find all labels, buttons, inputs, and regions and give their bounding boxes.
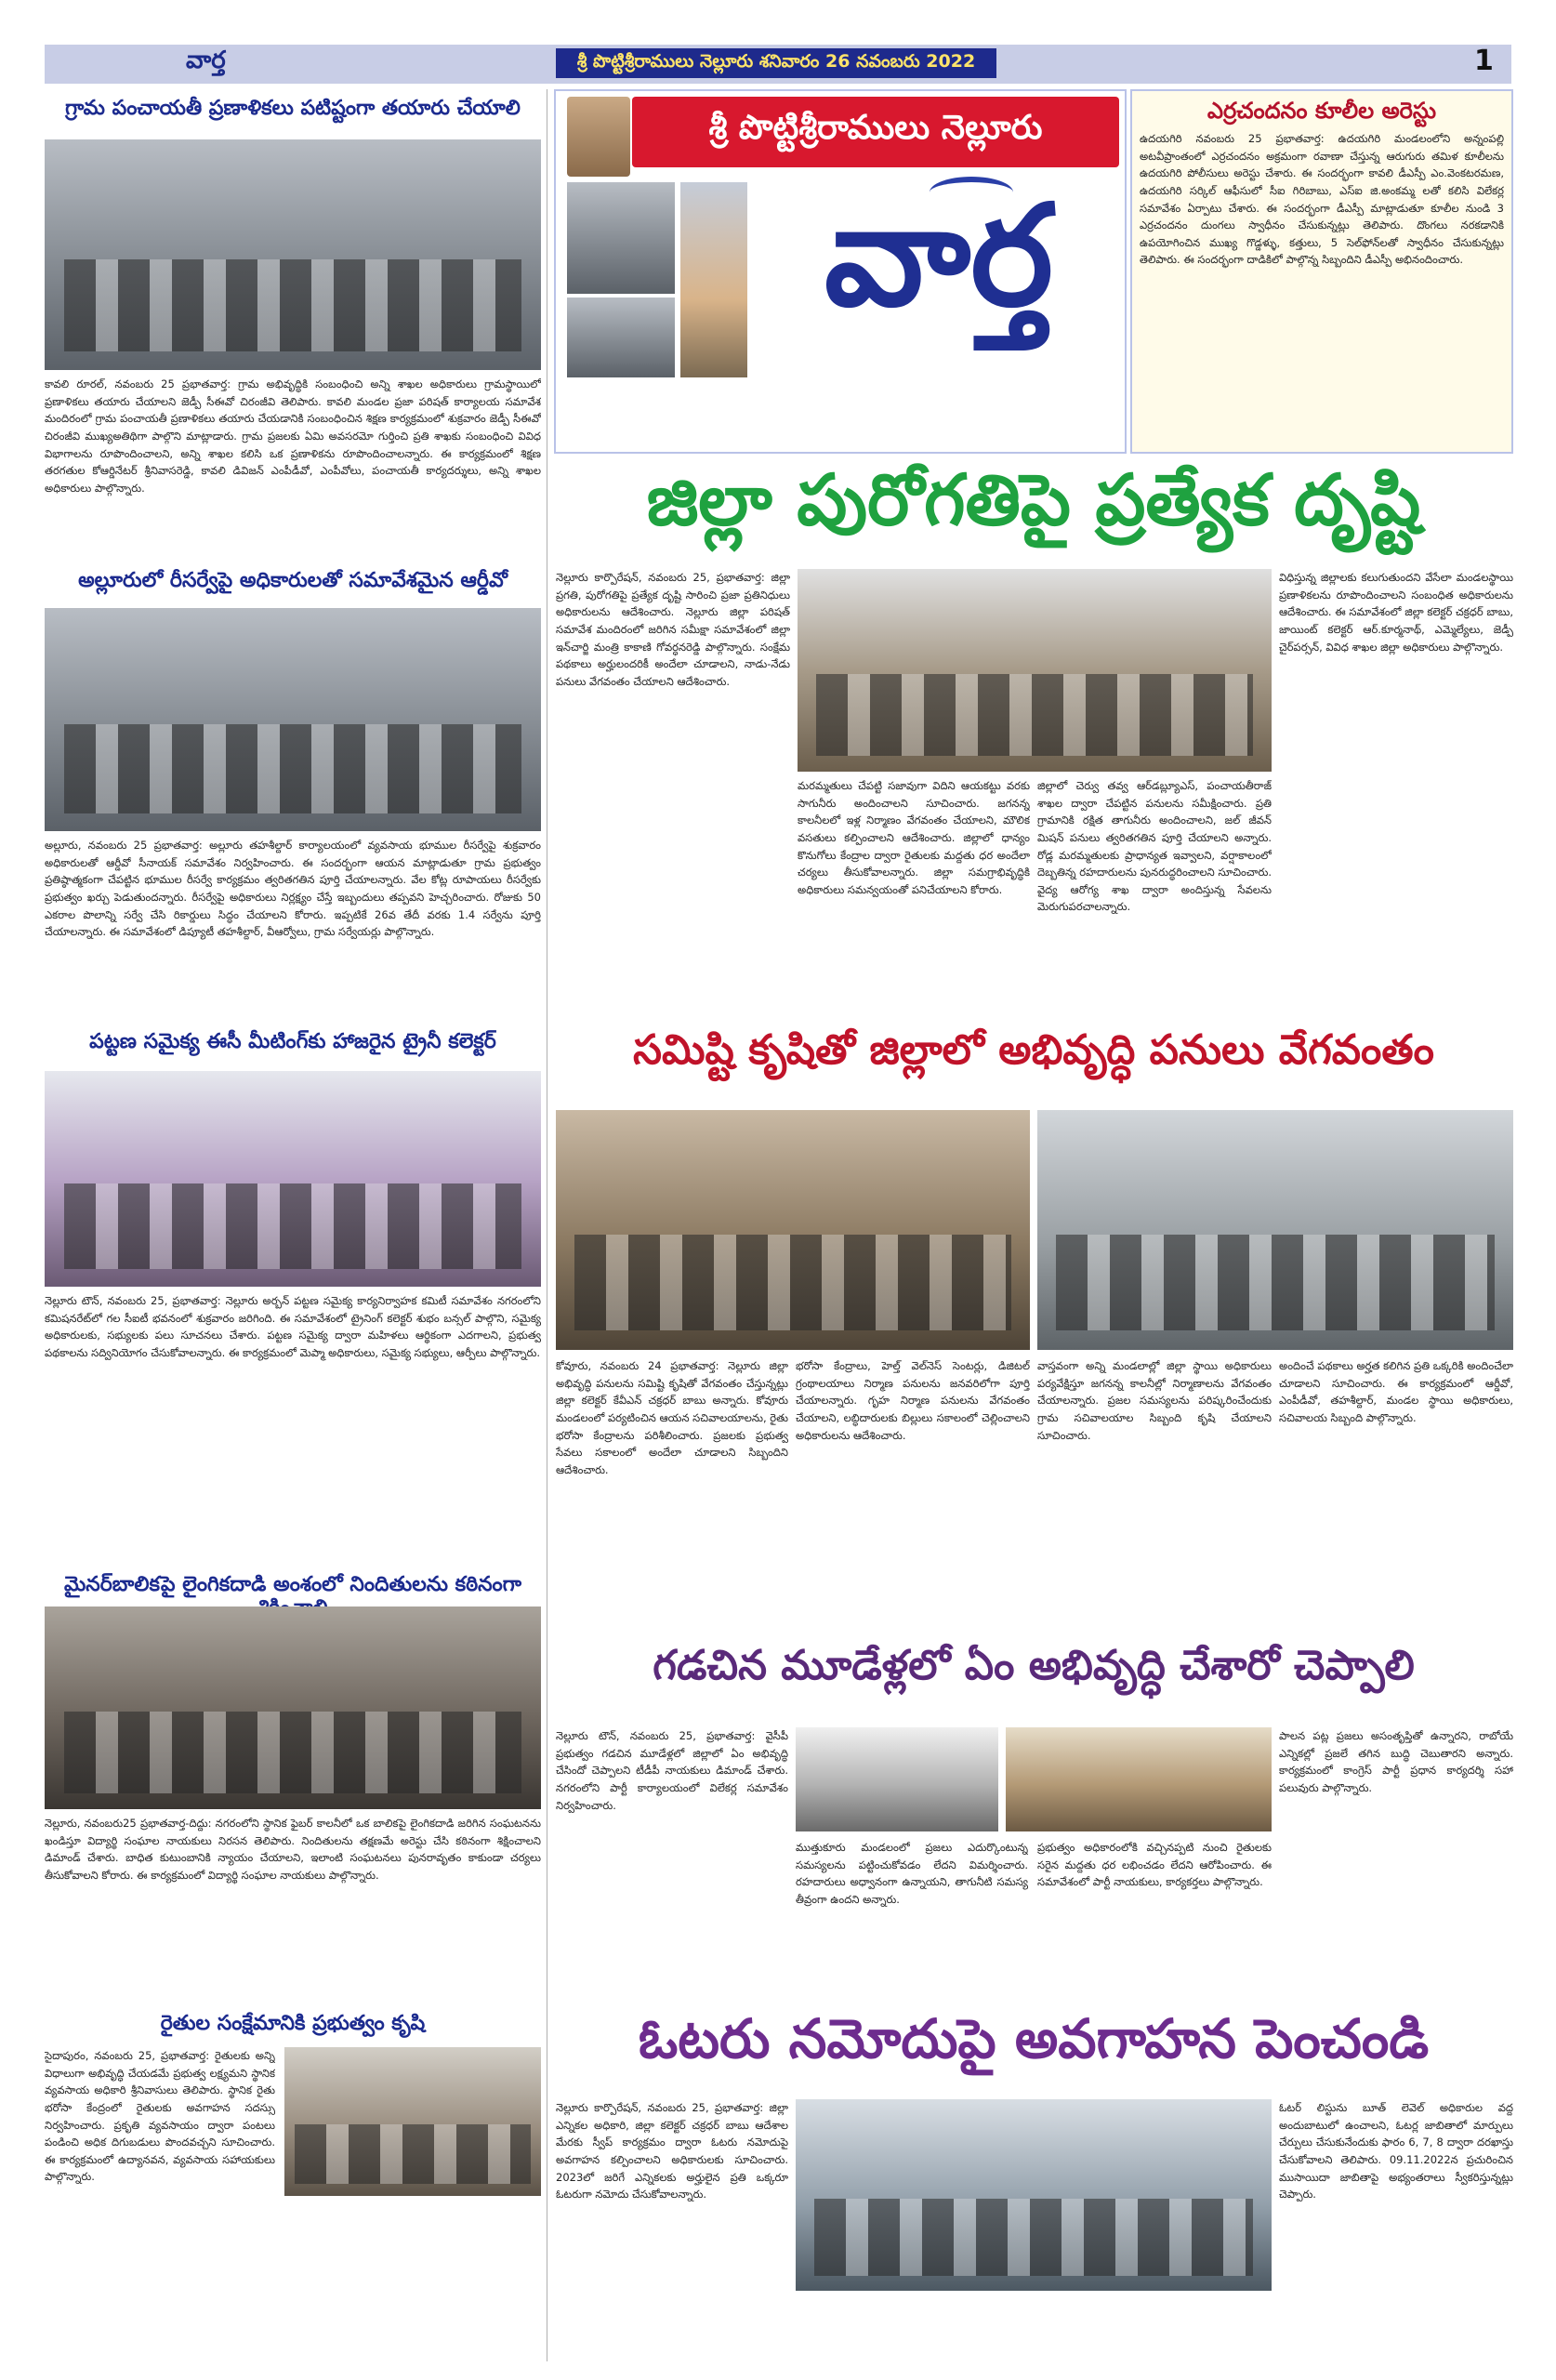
page-number: 1: [1474, 45, 1494, 77]
story3-photo-1: [796, 1727, 998, 1831]
story2-body-col-4: అందించే పథకాలు అర్హత కలిగిన ప్రతి ఒక్కరికి అందించేలా చూడాలని సూచించారు. ఈ కార్యక్రమంలో ఆర్డీవో, ఎంపీడీవో, తహశీల్దార్, మండల స్థాయి అధికారులు, సచివాలయ సిబ్బంది పాల్గొన్నారు.: [1279, 1359, 1513, 1424]
bridge-photo: [567, 182, 675, 294]
port-photo: [567, 298, 675, 377]
main-photo: [798, 569, 1272, 772]
masthead-title: వార్త: [824, 174, 1054, 337]
left-story-2-headline: అల్లూరులో రీసర్వేపై అధికారులతో సమావేశమైన ఆర్డీవో: [78, 569, 508, 592]
left-story-4-body: నెల్లూరు, నవంబరు25 ప్రభాతవార్త-దిద్దు: నగరంలోని స్థానిక ఫైబర్ కాలనీలో ఒక బాలికపై లైంగికదాడి జరిగిన సంఘటనను ఖండిస్తూ విద్యార్థి సంఘాల నాయకులు నిరసన తెలిపారు. నిందితులను తక్షణమే అరెస్టు చేసి కఠినంగా శిక్షించాలని డిమాండ్ చేశారు. బాధిత కుటుంబానికి న్యాయం చేయాలని, ఇలాంటి సంఘటనలు పునరావృతం కాకుండా చర్యలు తీసుకోవాలని కోరారు. ఈ కార్యక్రమంలో విద్యార్థి సంఘాల నాయకులు పాల్గొన్నారు.: [45, 1817, 541, 1882]
story2-photo-2: [1037, 1110, 1513, 1350]
left-story-4-headline: మైనర్‌బాలికపై లైంగికదాడి అంశంలో నిందితులను కఠినంగా: [64, 1573, 521, 1596]
left-story-5-headline: రైతుల సంక్షేమానికి ప్రభుత్వం కృషి: [160, 2012, 426, 2035]
story3-body-col-2: ముత్తుకూరు మండలంలో ప్రజలు ఎదుర్కొంటున్న సమస్యలను పట్టించుకోవడం లేదని విమర్శించారు. రహదారులు అధ్వానంగా ఉన్నాయని, తాగునీటి సమస్య తీవ్రంగా ఉందని అన్నారు.: [796, 1841, 1028, 1906]
story3-headline: గడచిన మూడేళ్లలో ఏం అభివృద్ధి చేశారో చెప్పాలి: [653, 1642, 1415, 1689]
founder-portrait: [567, 97, 630, 177]
left-story-3-photo: [45, 1071, 541, 1287]
story2-body-col-2: భరోసా కేంద్రాలు, హెల్త్ వెల్‌నెస్ సెంటర్లు, డిజిటల్ గ్రంథాలయాలు నిర్మాణ పనులను జనవరిలోగా పూర్తి చేయాలన్నారు. గృహ నిర్మాణ పనులను వేగవంతం చేయాలని, లబ్ధిదారులకు బిల్లులు సకాలంలో చెల్లించాలని అధికారులను ఆదేశించారు.: [796, 1359, 1030, 1442]
story2-body-col-1: కోవూరు, నవంబరు 24 ప్రభాతవార్త: నెల్లూరు జిల్లా అభివృద్ధి పనులను సమిష్టి కృషితో వేగవంతం చేస్తున్నట్లు జిల్లా కలెక్టర్ కేవీఎన్ చక్రధర్ బాబు అన్నారు. కోవూరు మండలంలో పర్యటించిన ఆయన సచివాలయాలను, రైతు భరోసా కేంద్రాలను పరిశీలించారు. ప్రజలకు ప్రభుత్వ సేవలు సకాలంలో అందేలా చూడాలని సిబ్బందిని ఆదేశించారు.: [556, 1359, 788, 1476]
story4-photo: [796, 2099, 1272, 2291]
left-story-1-photo: [45, 139, 541, 370]
left-story-2-photo: [45, 608, 541, 831]
story3-photo-2: [1006, 1727, 1272, 1831]
left-story-3-headline: పట్టణ సమైక్య ఈసీ మీటింగ్‌కు హాజరైన ట్రైనీ కలెక్టర్: [89, 1030, 496, 1053]
left-story-2-body: అల్లూరు, నవంబరు 25 ప్రభాతవార్త: అల్లూరు తహశీల్దార్ కార్యాలయంలో వ్యవసాయ భూముల రీసర్వేపై శుక్రవారం అధికారులతో ఆర్డీవో సీనాయక్ సమావేశం నిర్వహించారు. ఈ సందర్భంగా ఆయన మాట్లాడుతూ గ్రామ ప్రభుత్వం ప్రతిష్ఠాత్మకంగా చేపట్టిన భూముల రీసర్వే కార్యక్రమం త్వరితగతిన పూర్తి చేయాలన్నారు. వేల కోట్ల రూపాయలు రీసర్వేకు ప్రభుత్వం ఖర్చు పెడుతుందన్నారు. రీసర్వేపై అధికారులు నిర్లక్ష్యం చేస్తే ఇబ్బందులు తప్పవని హెచ్చరించారు. రోజుకు 50 ఎకరాల పొలాన్ని సర్వే చేసి రికార్డులు సిద్ధం చేయాలని కోరారు. ఇప్పటికే 26వ తేదీ వరకు 1.4 సర్వేను పూర్తి చేయాలన్నారు. ఈ సమావేశంలో డిప్యూటీ తహశీల్దార్, వీఆర్వోలు, గ్రామ సర్వేయర్లు పాల్గొన్నారు.: [45, 839, 541, 939]
story3-body-col-1: నెల్లూరు టౌన్, నవంబరు 25, ప్రభాతవార్త: వైసీపీ ప్రభుత్వం గడచిన మూడేళ్లలో జిల్లాలో ఏం అభివృద్ధి చేసిందో చెప్పాలని టీడీపీ నాయకులు డిమాండ్ చేశారు. నగరంలోని పార్టీ కార్యాలయంలో విలేకర్ల సమావేశం నిర్వహించారు.: [556, 1729, 788, 1812]
story2-headline: సమిష్టి కృషితో జిల్లాలో అభివృద్ధి పనులు వేగవంతం: [633, 1026, 1434, 1074]
story3-body-col-4: పాలన పట్ల ప్రజలు అసంతృప్తితో ఉన్నారని, రాబోయే ఎన్నికల్లో ప్రజలే తగిన బుద్ధి చెబుతారని అన్నారు. కార్యక్రమంలో కాంగ్రెస్ పార్టీ ప్రధాన కార్యదర్శి సహా పలువురు పాల్గొన్నారు.: [1279, 1729, 1513, 1794]
left-story-5-photo: [284, 2047, 541, 2196]
main-headline: జిల్లా పురోగతిపై ప్రత్యేక దృష్టి: [646, 458, 1421, 541]
header-logo: వార్త: [186, 46, 226, 74]
right-box-body: ఉదయగిరి నవంబరు 25 ప్రభాతవార్త: ఉదయగిరి మండలంలోని అన్నంపల్లి అటవీప్రాంతంలో ఎర్రచందనం అక్రమంగా రవాణా చేస్తున్న ఆరుగురు తమిళ కూలీలను ఉదయగిరి పోలీసులు అరెస్టు చేశారు. ఈ సందర్భంగా కావలి డీఎస్పీ ఎం.వెంకటరమణ, ఉదయగిరి సర్కిల్ ఆఫీసులో సీఐ గిరిబాబు, ఎస్ఐ జి.అంకమ్మ లతో కలిసి విలేకర్ల సమావేశం ఏర్పాటు చేశారు. ఈ సందర్భంగా డీఎస్పీ మాట్లాడుతూ కూలీల నుండి 3 ఎర్రచందనం దుంగలు స్వాధీనం చేసుకున్నట్లు తెలిపారు. దొంగలు నరకడానికి ఉపయోగించిన ముఖ్య గొడ్డళ్ళు, కత్తులు, 5 సెల్‌ఫోన్‌లతో స్వాధీనం చేసుకున్నట్లు తెలిపారు. ఈ సందర్భంగా దాడికిలో పాల్గొన్న సిబ్బందిని డీఎస్పీ అభినందించారు.: [1140, 132, 1504, 267]
main-body-col-2: మరమ్మతులు చేపట్టి సజావుగా విదిని ఆయకట్టు వరకు సాగునీరు అందించాలని సూచించారు. జగనన్న కాలనీలలో ఇళ్ల నిర్మాణం వేగవంతం చేయాలని, మౌలిక వసతులు కల్పించాలని ఆదేశించారు. జిల్లాలో ధాన్యం కొనుగోలు కేంద్రాల ద్వారా రైతులకు మద్దతు ధర అందేలా చర్యలు తీసుకోవాలన్నారు. జిల్లా సమగ్రాభివృద్ధికి అధికారులు సమన్వయంతో పనిచేయాలని కోరారు.: [798, 779, 1030, 896]
story4-body-col-2: ఓటర్ లిస్టును బూత్ లెవెల్ అధికారుల వద్ద అందుబాటులో ఉంచాలని, ఓటర్ల జాబితాలో మార్పులు చేర్పులు చేసుకునేందుకు ఫారం 6, 7, 8 ద్వారా దరఖాస్తు చేసుకోవాలని తెలిపారు. 09.11.2022న ప్రచురించిన ముసాయిదా జాబితాపై అభ్యంతరాలు స్వీకరిస్తున్నట్లు చెప్పారు.: [1279, 2101, 1513, 2202]
story2-body-col-3: వాస్తవంగా అన్ని మండలాల్లో జిల్లా స్థాయి అధికారులు పర్యవేక్షిస్తూ జగనన్న కాలనీల్లో నిర్మాణాలను వేగవంతం చేయాలన్నారు. ప్రజల సమస్యలను పరిష్కరించేందుకు గ్రామ సచివాలయాల సిబ్బంది కృషి చేయాలని సూచించారు.: [1037, 1359, 1272, 1442]
story4-headline: ఓటరు నమోదుపై అవగాహన పెంచండి: [638, 2007, 1430, 2070]
left-story-1-headline: గ్రామ పంచాయతీ ప్రణాళికలు పటిష్టంగా తయారు చేయాలి: [65, 97, 521, 120]
left-story-5-body: సైదాపురం, నవంబరు 25, ప్రభాతవార్త: రైతులకు అన్ని విధాలుగా అభివృద్ధి చేయడమే ప్రభుత్వ లక్ష్యమని స్థానిక వ్యవసాయ అధికారి శ్రీనివాసులు తెలిపారు. స్థానిక రైతు భరోసా కేంద్రంలో రైతులకు అవగాహన సదస్సు నిర్వహించారు. ప్రకృతి వ్యవసాయం ద్వారా పంటలు పండించి అధిక దిగుబడులు పొందవచ్చని సూచించారు. ఈ కార్యక్రమంలో ఉద్యానవన, వ్యవసాయ సహాయకులు పాల్గొన్నారు.: [45, 2049, 275, 2184]
temple-photo: [680, 182, 747, 377]
left-story-1-body: కావలి రూరల్, నవంబరు 25 ప్రభాతవార్త: గ్రామ అభివృద్ధికి సంబంధించి అన్ని శాఖల అధికారులు గ్రామస్థాయిలో ప్రణాళికలు తయారు చేయాలని జెడ్పీ సీఈవో చిరంజీవి తెలిపారు. కావలి మండల ప్రజా పరిషత్ కార్యాలయ సమావేశ మందిరంలో గ్రామ పంచాయతీ ప్రణాళికలు తయారు చేయడానికి సంబంధించిన శిక్షణ కార్యక్రమంలో శుక్రవారం జెడ్పీ సీఈవో చిరంజీవి ముఖ్యఅతిథిగా పాల్గొని మాట్లాడారు. గ్రామ ప్రజలకు ఏమి అవసరమో గుర్తించి ప్రతి శాఖకు సంబంధించి వివిధ విభాగాలను రూపొందించాలని, అన్ని శాఖల కలిసి ఒక ప్రణాళికను రూపొందించాలన్నారు. ఈ కార్యక్రమంలో శిక్షణ తరగతుల కోఆర్డినేటర్ శ్రీనివాసరెడ్డి, కావలి డివిజన్ ఎంపీడీవో, ఎంపీవోలు, పంచాయతీ కార్యదర్శులు, అన్ని శాఖల అధికారులు పాల్గొన్నారు.: [45, 377, 541, 495]
main-body-col-3: జిల్లాలో చెర్వు తవ్వ ఆర్‌డబ్ల్యూఎస్, పంచాయతీరాజ్ శాఖల ద్వారా చేపట్టిన పనులను సమీక్షించారు. ప్రతి గ్రామానికి రక్షిత తాగునీరు అందించాలని, జల్ జీవన్ మిషన్ పనులు త్వరితగతిన పూర్తి చేయాలని అన్నారు. రోడ్ల మరమ్మతులకు ప్రాధాన్యత ఇవ్వాలని, వర్షాకాలంలో దెబ్బతిన్న రహదారులను పునరుద్ధరించాలని సూచించారు. వైద్య ఆరోగ్య శాఖ ద్వారా అందిస్తున్న సేవలను మెరుగుపరచాలన్నారు.: [1037, 779, 1272, 914]
left-story-4-photo: [45, 1606, 541, 1809]
story2-photo-1: [556, 1110, 1030, 1350]
right-box-headline: ఎర్రచందనం కూలీల అరెస్టు: [1207, 98, 1437, 124]
story3-body-col-3: ప్రభుత్వం అధికారంలోకి వచ్చినప్పటి నుంచి రైతులకు సరైన మద్దతు ధర లభించడం లేదని ఆరోపించారు. ఈ సమావేశంలో పార్టీ నాయకులు, కార్యకర్తలు పాల్గొన్నారు.: [1037, 1841, 1272, 1889]
masthead-banner: శ్రీ పొట్టిశ్రీరాములు నెల్లూరు: [632, 97, 1119, 167]
main-body-col-4: విధిస్తున్న జిల్లాలకు కలుగుతుందని వేసేలా మండలస్థాయి ప్రణాళికలను రూపొందించాలని సంబంధిత అధికారులను ఆదేశించారు. ఈ సమావేశంలో జిల్లా కలెక్టర్ చక్రధర్ బాబు, జాయింట్ కలెక్టర్ ఆర్.కూర్మనాథ్, ఎమ్మెల్యేలు, జెడ్పీ చైర్‌పర్సన్, వివిధ శాఖల జిల్లా అధికారులు పాల్గొన్నారు.: [1279, 571, 1513, 654]
main-body-col-1: నెల్లూరు కార్పొరేషన్, నవంబరు 25, ప్రభాతవార్త: జిల్లా ప్రగతి, పురోగతిపై ప్రత్యేక దృష్టి సారించి ప్రజా ప్రతినిధులు అధికారులను ఆదేశించారు. నెల్లూరు జిల్లా పరిషత్ సమావేశ మందిరంలో జరిగిన సమీక్షా సమావేశంలో జిల్లా ఇన్‌చార్జి మంత్రి కాకాణి గోవర్ధనరెడ్డి పాల్గొన్నారు. సంక్షేమ పథకాలు అర్హులందరికీ అందేలా చూడాలని, నాడు-నేడు పనులు వేగవంతం చేయాలని ఆదేశించారు.: [556, 571, 790, 688]
left-story-3-body: నెల్లూరు టౌన్, నవంబరు 25, ప్రభాతవార్త: నెల్లూరు అర్బన్ పట్టణ సమైక్య కార్యనిర్వాహక కమిటీ సమావేశం నగరంలోని కమిషనరేట్‌లో గల సీఐటీ భవనంలో శుక్రవారం జరిగింది. ఈ సమావేశంలో ట్రైనింగ్ కలెక్టర్ శుభం బన్సల్ పాల్గొని, సమైక్య అధికారులకు, సభ్యులకు పలు సూచనలు చేశారు. పట్టణ సమైక్య ద్వారా మహిళలు ఆర్థికంగా ఎదగాలని, ప్రభుత్వ పథకాలను సద్వినియోగం చేసుకోవాలన్నారు. ఈ కార్యక్రమంలో మెప్మా అధికారులు, సమైక్య సభ్యులు, ఆర్పీలు పాల్గొన్నారు.: [45, 1294, 541, 1359]
story4-body-col-1: నెల్లూరు కార్పొరేషన్, నవంబరు 25, ప్రభాతవార్త: జిల్లా ఎన్నికల అధికారి, జిల్లా కలెక్టర్ చక్రధర్ బాబు ఆదేశాల మేరకు స్వీప్ కార్యక్రమం ద్వారా ఓటరు నమోదుపై అవగాహన కల్పించాలని అధికారులకు సూచించారు. 2023లో జరిగే ఎన్నికలకు అర్హులైన ప్రతి ఒక్కరూ ఓటరుగా నమోదు చేసుకోవాలన్నారు.: [556, 2101, 788, 2202]
header-date-strip: శ్రీ పొట్టిశ్రీరాములు నెల్లూరు శనివారం 26 నవంబరు 2022: [556, 48, 996, 78]
